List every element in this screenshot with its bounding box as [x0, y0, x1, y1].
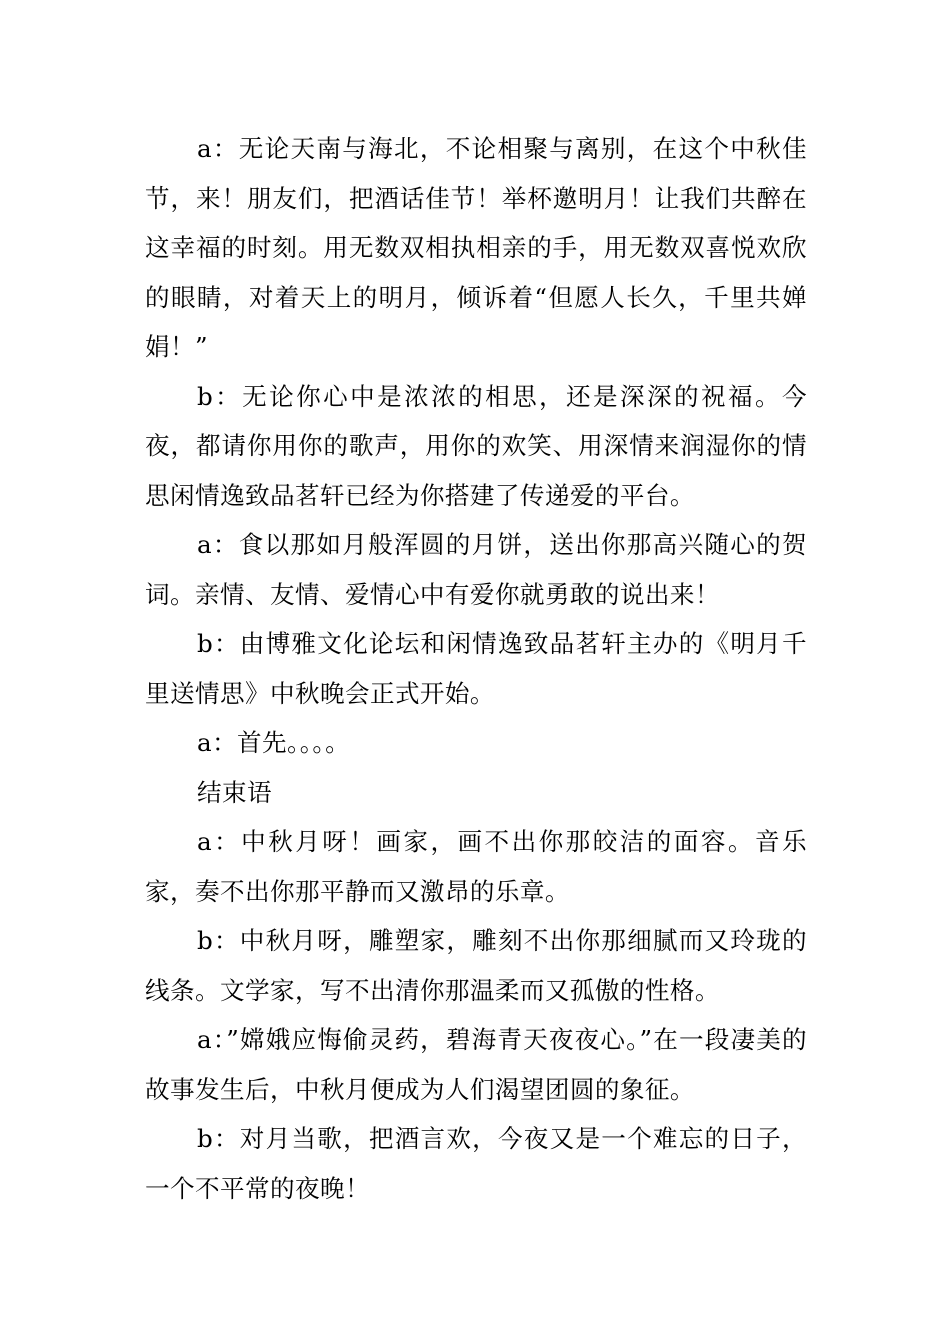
- paragraph-6: a：中秋月呀！画家，画不出你那皎洁的面容。音乐家，奏不出你那平静而又激昂的乐章。: [145, 827, 807, 906]
- section-heading-closing: 结束语: [197, 777, 272, 807]
- paragraph-7: b：中秋月呀，雕塑家，雕刻不出你那细腻而又玲珑的线条。文学家，写不出清你那温柔而又孤傲的性格。: [145, 926, 807, 1005]
- paragraph-3: a：食以那如月般浑圆的月饼，送出你那高兴随心的贺词。亲情、友情、爱情心中有爱你就勇敢的说出来！: [145, 530, 807, 609]
- paragraph-8: a：”嫦娥应悔偷灵药，碧海青天夜夜心。”在一段凄美的故事发生后，中秋月便成为人们渴望团圆的象征。: [145, 1025, 807, 1104]
- paragraph-4: b：由博雅文化论坛和闲情逸致品茗轩主办的《明月千里送情思》中秋晚会正式开始。: [145, 629, 807, 708]
- paragraph-9: b：对月当歌，把酒言欢，今夜又是一个难忘的日子，一个不平常的夜晚！: [145, 1124, 807, 1203]
- paragraph-2: b：无论你心中是浓浓的相思，还是深深的祝福。今夜，都请你用你的歌声，用你的欢笑、用深情来润湿你的情思闲情逸致品茗轩已经为你搭建了传递爱的平台。: [145, 381, 807, 510]
- document-body: [145, 124, 807, 1213]
- paragraph-1: a：无论天南与海北，不论相聚与离别，在这个中秋佳节，来！朋友们，把酒话佳节！举杯邀明月！让我们共醉在这幸福的时刻。用无数双相执相亲的手，用无数双喜悦欢欣的眼睛，对着天上的明月，倾诉着“但愿人长久，千里共婵娟！”: [145, 134, 807, 361]
- paragraph-5: a：首先。。。。: [197, 728, 351, 757]
